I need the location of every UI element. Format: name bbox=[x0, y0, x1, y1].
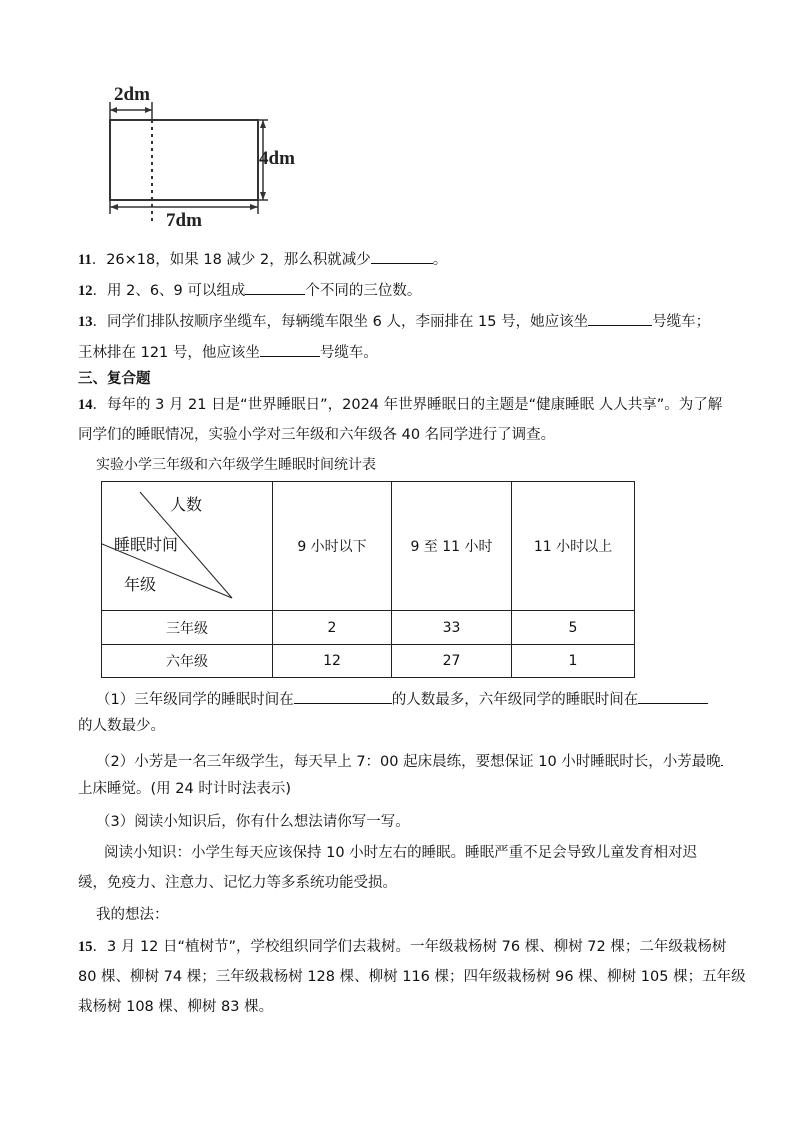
question-text: 王林排在 121 号，他应该坐 bbox=[78, 345, 260, 361]
question-text-end: 。 bbox=[432, 252, 448, 268]
corner-label-sleep-time: 睡眠时间 bbox=[114, 535, 179, 554]
question-15-line-1 bbox=[78, 937, 726, 957]
question-13-line-2 bbox=[78, 341, 378, 363]
question-11 bbox=[78, 248, 447, 270]
question-text-end: 号缆车； bbox=[652, 314, 711, 330]
answer-blank[interactable] bbox=[638, 688, 708, 704]
answer-blank[interactable] bbox=[588, 310, 652, 326]
answer-blank[interactable] bbox=[245, 279, 305, 295]
column-header: 11 小时以上 bbox=[533, 539, 613, 555]
question-14-line-1 bbox=[78, 395, 722, 415]
question-text: ．26×18，如果 18 减少 2，那么积就减少 bbox=[91, 252, 371, 268]
sleep-time-table bbox=[101, 481, 635, 678]
question-13-line-1 bbox=[78, 310, 710, 332]
corner-label-grade: 年级 bbox=[124, 575, 157, 594]
table-cell: 33 bbox=[442, 619, 461, 636]
question-text: ．用 2、6、9 可以组成 bbox=[92, 283, 246, 299]
table-cell: 1 bbox=[568, 653, 578, 669]
top-dimension-label: 2dm bbox=[114, 84, 150, 105]
reading-tip-line-2: 缓，免疫力、注意力、记忆力等多系统功能受损。 bbox=[78, 875, 397, 891]
question-number: 15 bbox=[78, 939, 93, 955]
section-heading: 三、复合题 bbox=[78, 371, 151, 387]
question-12 bbox=[78, 279, 421, 301]
my-thought-label: 我的想法： bbox=[96, 907, 169, 923]
question-number: 14 bbox=[78, 397, 93, 413]
table-cell: 2 bbox=[327, 619, 337, 636]
bottom-dimension-label: 7dm bbox=[166, 210, 202, 231]
table-title: 实验小学三年级和六年级学生睡眠时间统计表 bbox=[96, 457, 376, 473]
table-cell: 27 bbox=[442, 653, 461, 669]
reading-tip-line-1: 阅读小知识：小学生每天应该保持 10 小时左右的睡眠。睡眠严重不足会导致儿童发育相对迟 bbox=[104, 845, 698, 861]
question-text-end: 个不同的三位数。 bbox=[305, 283, 422, 299]
column-header: 9 小时以下 bbox=[297, 539, 367, 555]
sub-question-text: （2）小芳是一名三年级学生，每天早上 7：00 起床晨练，要想保证 10 小时睡眠时长，小芳最晚 bbox=[96, 754, 721, 770]
question-number: 12 bbox=[78, 283, 93, 299]
sub-question-3: （3）阅读小知识后，你有什么想法请你写一写。 bbox=[96, 814, 410, 830]
question-text: ．3 月 12 日“植树节”，学校组织同学们去栽树。一年级栽杨树 76 棵、柳树 72 棵；二年级栽杨树 bbox=[92, 939, 727, 955]
question-number: 11 bbox=[78, 252, 92, 268]
column-header: 9 至 11 小时 bbox=[410, 539, 493, 555]
answer-blank[interactable] bbox=[260, 341, 320, 357]
answer-blank[interactable] bbox=[371, 248, 433, 264]
question-text-end: 号缆车。 bbox=[319, 345, 378, 361]
sub-question-2-line-1 bbox=[96, 750, 723, 772]
answer-blank[interactable] bbox=[294, 688, 392, 704]
question-14-line-2: 同学们的睡眠情况，实验小学对三年级和六年级各 40 名同学进行了调查。 bbox=[78, 427, 556, 443]
sub-question-1-line-2: 的人数最少。 bbox=[78, 718, 165, 734]
corner-label-people: 人数 bbox=[170, 495, 203, 514]
question-number: 13 bbox=[78, 314, 93, 330]
sub-question-text: （1）三年级同学的睡眠时间在 bbox=[96, 692, 294, 708]
question-text: ．每年的 3 月 21 日是“世界睡眠日”，2024 年世界睡眠日的主题是“健康睡眠 人人共享”。为了解 bbox=[92, 397, 723, 413]
sub-question-2-line-2: 上床睡觉。(用 24 时计时法表示) bbox=[78, 781, 291, 797]
sub-question-1-line-1 bbox=[96, 688, 708, 710]
row-header: 六年级 bbox=[166, 654, 208, 670]
sub-question-text: 的人数最多，六年级同学的睡眠时间在 bbox=[391, 692, 639, 708]
row-header: 三年级 bbox=[166, 620, 208, 637]
table-cell: 5 bbox=[568, 619, 578, 636]
question-15-line-3: 栽杨树 108 棵、柳树 83 棵。 bbox=[78, 999, 274, 1015]
question-text: ．同学们排队按顺序坐缆车，每辆缆车限坐 6 人，李丽排在 15 号，她应该坐 bbox=[92, 314, 589, 330]
rectangle-figure bbox=[100, 82, 310, 230]
right-dimension-label: 4dm bbox=[259, 148, 295, 169]
table-cell: 12 bbox=[323, 653, 341, 669]
question-15-line-2: 80 棵、柳树 74 棵；三年级栽杨树 128 棵、柳树 116 棵；四年级栽杨树 96 棵、柳树 105 棵；五年级 bbox=[78, 969, 746, 985]
answer-blank[interactable] bbox=[721, 750, 723, 766]
